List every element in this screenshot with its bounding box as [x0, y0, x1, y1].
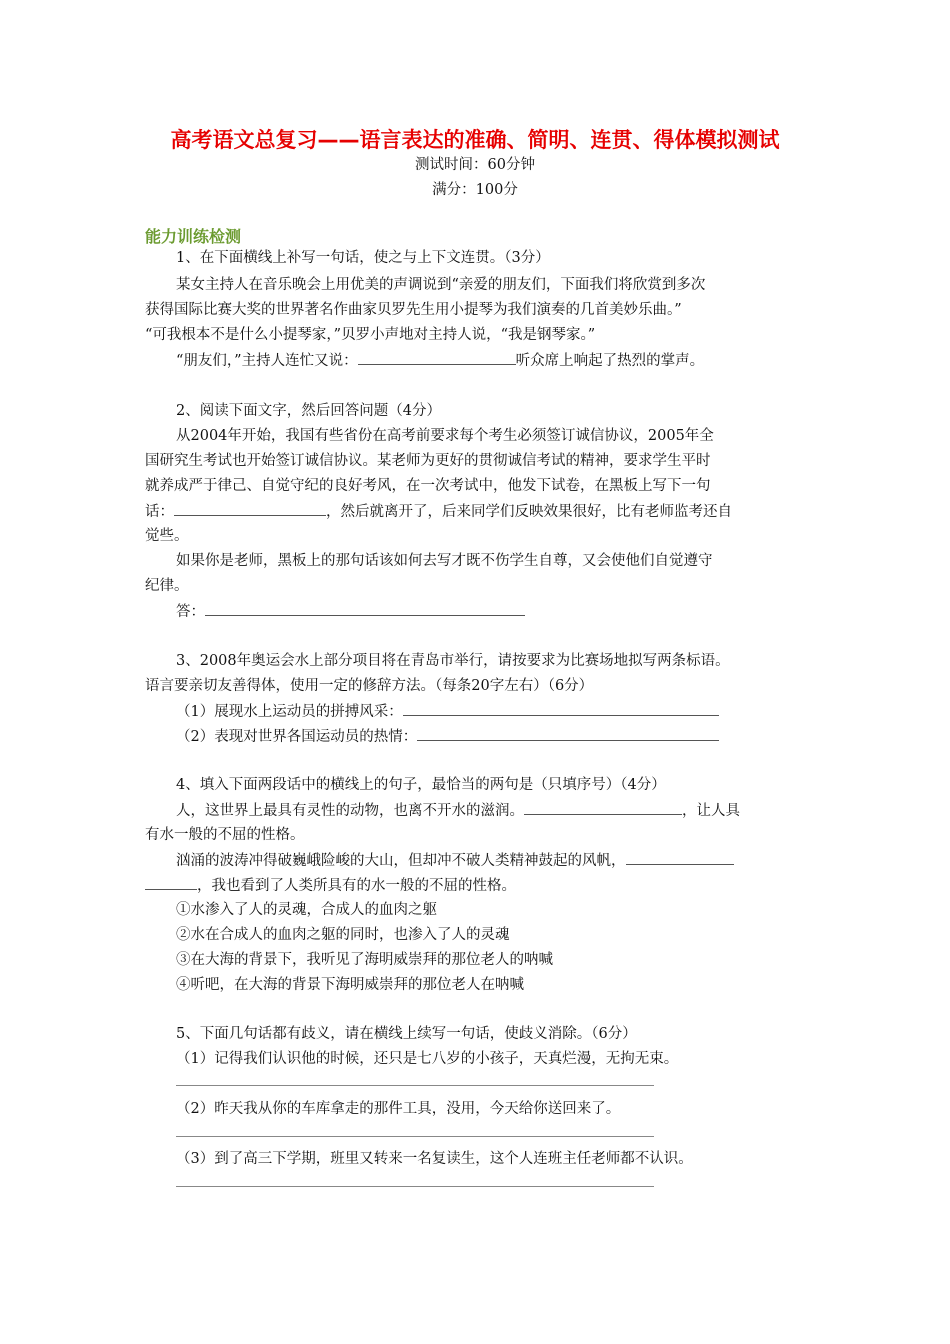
q2-answer-field[interactable] — [205, 601, 525, 616]
q4-text: 汹涌的波涛冲得破巍峨险峻的大山，但却冲不破人类精神鼓起的风帆， — [176, 853, 626, 869]
q3-item-label: （2）表现对世界各国运动员的热情： — [176, 729, 418, 745]
q2-answer-blank[interactable] — [174, 501, 326, 516]
q1-answer-blank[interactable] — [358, 350, 516, 365]
q3-stem: 3、2008年奥运会水上部分项目将在青岛市举行，请按要求为比赛场地拟写两条标语。 — [176, 653, 730, 669]
q1-text-line — [176, 350, 704, 371]
q4-option: ①水渗入了人的灵魂，合成人的血肉之躯 — [176, 902, 437, 918]
q4-text: ，我也看到了人类所具有的水一般的不屈的性格。 — [197, 878, 516, 894]
q1-text-line: “可我根本不是什么小提琴家，”贝罗小声地对主持人说，“我是钢琴家。” — [145, 327, 596, 343]
q2-stem: 2、阅读下面文字，然后回答问题（4分） — [176, 403, 441, 419]
q4-option: ④听吧，在大海的背景下海明威崇拜的那位老人在呐喊 — [176, 977, 524, 993]
q2-text-line: 从2004年开始，我国有些省份在高考前要求每个考生必须签订诚信协议，2005年全 — [176, 428, 714, 444]
q3-stem: 语言要亲切友善得体，使用一定的修辞方法。（每条20字左右）（6分） — [145, 678, 594, 694]
q3-answer-blank-2[interactable] — [417, 726, 719, 741]
q4-text: 人，这世界上最具有灵性的动物，也离不开水的滋润。 — [176, 803, 524, 819]
test-time: 测试时间：60分钟 — [415, 157, 535, 173]
q5-item: （3）到了高三下学期，班里又转来一名复读生，这个人连班主任老师都不认识。 — [176, 1151, 693, 1167]
q3-item — [176, 701, 719, 722]
q1-text-line: 某女主持人在音乐晚会上用优美的声调说到“亲爱的朋友们，下面我们将欣赏到多次 — [176, 277, 706, 293]
q2-text: ，然后就离开了，后来同学们反映效果很好，比有老师监考还自 — [326, 504, 732, 520]
q3-answer-blank-1[interactable] — [403, 701, 719, 716]
q2-answer-label: 答： — [176, 604, 205, 620]
q2-text-line: 纪律。 — [145, 578, 189, 594]
q5-answer-line-1[interactable] — [176, 1085, 654, 1086]
q2-text: 话： — [145, 504, 174, 520]
q4-stem: 4、填入下面两段话中的横线上的句子，最恰当的两句是（只填序号）（4分） — [176, 777, 666, 793]
q3-item-label: （1）展现水上运动员的拼搏风采： — [176, 704, 403, 720]
q2-text-line — [145, 501, 732, 522]
q4-text-line: 有水一般的不屈的性格。 — [145, 827, 305, 843]
q1-text-line: 获得国际比赛大奖的世界著名作曲家贝罗先生用小提琴为我们演奏的几首美妙乐曲。” — [145, 302, 682, 318]
q4-answer-blank-1[interactable] — [524, 800, 682, 815]
q4-text-line — [176, 850, 734, 871]
full-score: 满分：100分 — [432, 182, 518, 198]
q2-answer-line — [176, 601, 525, 622]
page-title: 高考语文总复习——语言表达的准确、简明、连贯、得体模拟测试 — [170, 128, 780, 152]
q5-answer-line-2[interactable] — [176, 1136, 654, 1137]
q4-text-line — [176, 800, 740, 821]
q1-text: 听众席上响起了热烈的掌声。 — [515, 353, 705, 369]
q3-item — [176, 726, 719, 747]
section-heading: 能力训练检测 — [145, 227, 242, 246]
q4-option: ②水在合成人的血肉之躯的同时，也渗入了人的灵魂 — [176, 927, 510, 943]
q2-text-line: 觉些。 — [145, 528, 189, 544]
q5-stem: 5、下面几句话都有歧义，请在横线上续写一句话，使歧义消除。（6分） — [176, 1026, 637, 1042]
q4-text: ，让人具 — [682, 803, 740, 819]
q2-text-line: 如果你是老师，黑板上的那句话该如何去写才既不伤学生自尊，又会使他们自觉遵守 — [176, 553, 713, 569]
q4-option: ③在大海的背景下，我听见了海明威崇拜的那位老人的呐喊 — [176, 952, 553, 968]
q4-answer-blank-2[interactable] — [626, 850, 734, 865]
q2-text-line: 就养成严于律己、自觉守纪的良好考风，在一次考试中，他发下试卷，在黑板上写下一句 — [145, 478, 711, 494]
q5-item: （1）记得我们认识他的时候，还只是七八岁的小孩子，天真烂漫，无拘无束。 — [176, 1051, 679, 1067]
q1-stem: 1、在下面横线上补写一句话，使之与上下文连贯。（3分） — [176, 250, 550, 266]
q5-item: （2）昨天我从你的车库拿走的那件工具，没用，今天给你送回来了。 — [176, 1101, 621, 1117]
q5-answer-line-3[interactable] — [176, 1186, 654, 1187]
q4-text-line — [145, 875, 516, 896]
q1-text: “朋友们，”主持人连忙又说： — [176, 353, 358, 369]
q2-text-line: 国研究生考试也开始签订诚信协议。某老师为更好的贯彻诚信考试的精神，要求学生平时 — [145, 453, 711, 469]
q4-answer-blank-2-cont[interactable] — [145, 875, 197, 890]
